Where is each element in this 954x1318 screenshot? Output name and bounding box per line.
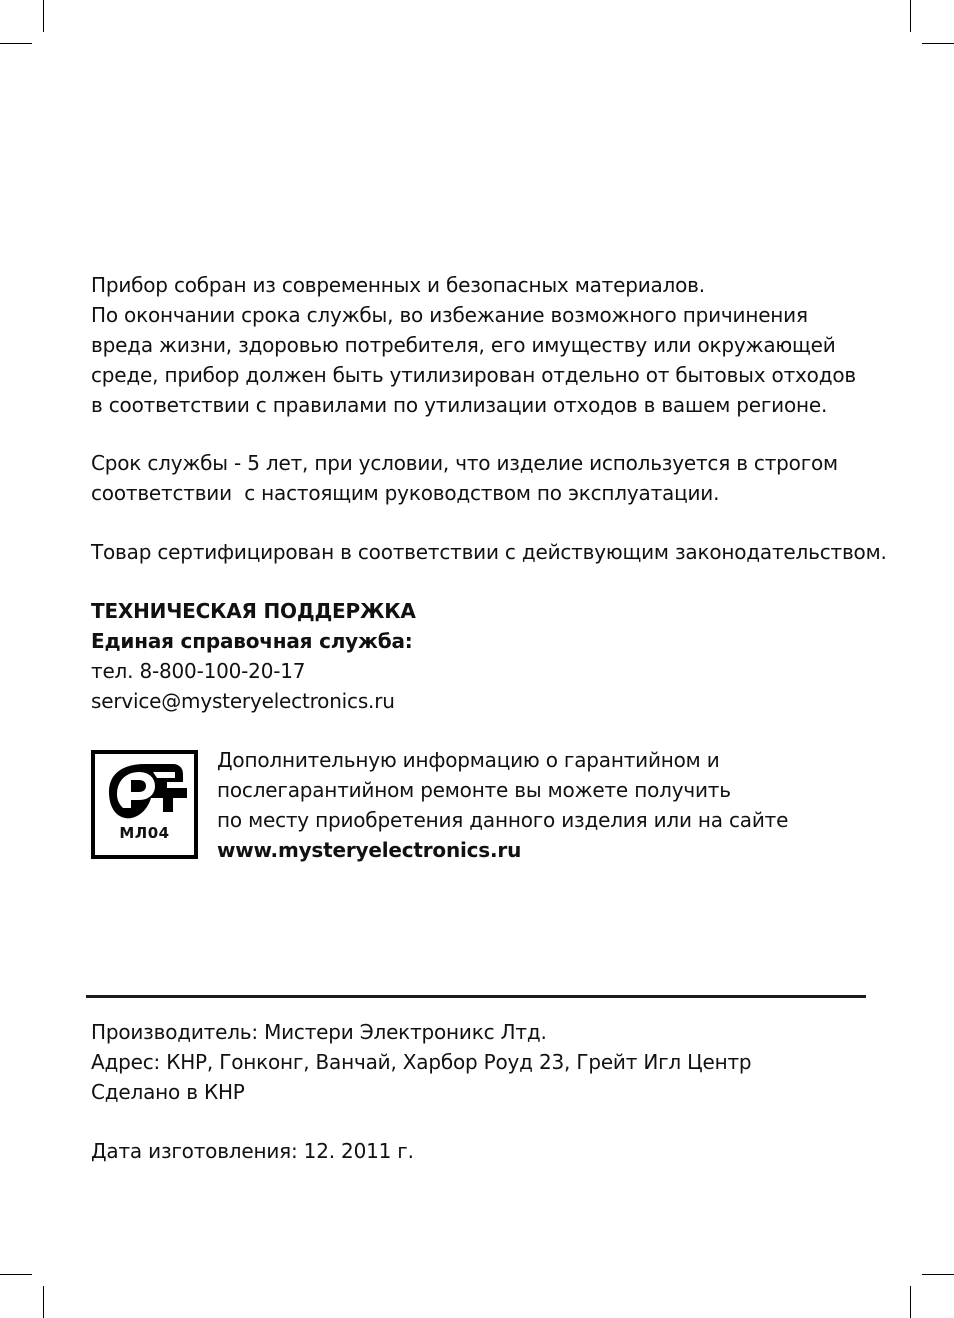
service-life-line: Срок службы - 5 лет, при условии, что изделие используется в строгом	[91, 451, 838, 475]
section-divider	[86, 995, 866, 998]
certification-paragraph	[91, 537, 887, 567]
crop-mark-top-right-horizontal	[922, 43, 954, 44]
manufacturer-address: Адрес: КНР, Гонконг, Ванчай, Харбор Роуд 23, Грейт Игл Центр	[91, 1050, 752, 1074]
certificate-code: МЛ04	[119, 824, 170, 842]
manufacture-date: Дата изготовления: 12. 2011 г.	[91, 1139, 414, 1163]
service-life-paragraph	[91, 448, 838, 508]
crop-mark-bottom-left-vertical	[43, 1286, 44, 1318]
manufacturer-origin: Сделано в КНР	[91, 1080, 245, 1104]
manufacturer-section	[91, 1017, 751, 1107]
crop-mark-bottom-right-horizontal	[922, 1274, 954, 1275]
recycling-line: среде, прибор должен быть утилизирован отдельно от бытовых отходов	[91, 363, 856, 387]
warranty-line: по месту приобретения данного изделия или на сайте	[217, 808, 789, 832]
support-subheading: Единая справочная служба:	[91, 629, 413, 653]
support-heading: ТЕХНИЧЕСКАЯ ПОДДЕРЖКА	[91, 599, 416, 623]
warranty-line: послегарантийном ремонте вы можете получить	[217, 778, 731, 802]
support-section	[91, 596, 416, 716]
support-phone: тел. 8-800-100-20-17	[91, 659, 306, 683]
certification-line: Товар сертифицирован в соответствии с действующим законодательством.	[91, 540, 887, 564]
crop-mark-top-left-vertical	[43, 0, 44, 32]
recycling-paragraph	[91, 270, 856, 420]
warranty-info-paragraph	[217, 745, 788, 865]
crop-mark-top-right-vertical	[910, 0, 911, 32]
crop-mark-bottom-right-vertical	[910, 1286, 911, 1318]
crop-mark-bottom-left-horizontal	[0, 1274, 32, 1275]
recycling-line: вреда жизни, здоровью потребителя, его имуществу или окружающей	[91, 333, 836, 357]
recycling-line: По окончании срока службы, во избежание возможного причинения	[91, 303, 808, 327]
crop-mark-top-left-horizontal	[0, 43, 32, 44]
warranty-line: Дополнительную информацию о гарантийном и	[217, 748, 720, 772]
support-email: service@mysteryelectronics.ru	[91, 689, 395, 713]
recycling-line: Прибор собран из современных и безопасных материалов.	[91, 273, 705, 297]
service-life-line: соответствии с настоящим руководством по эксплуатации.	[91, 481, 720, 505]
recycling-line: в соответствии с правилами по утилизации отходов в вашем регионе.	[91, 393, 828, 417]
rst-certification-mark	[91, 750, 198, 859]
manufacture-date-section	[91, 1136, 414, 1166]
manufacturer-name: Производитель: Мистери Электроникс Лтд.	[91, 1020, 547, 1044]
website-link: www.mysteryelectronics.ru	[217, 838, 522, 862]
